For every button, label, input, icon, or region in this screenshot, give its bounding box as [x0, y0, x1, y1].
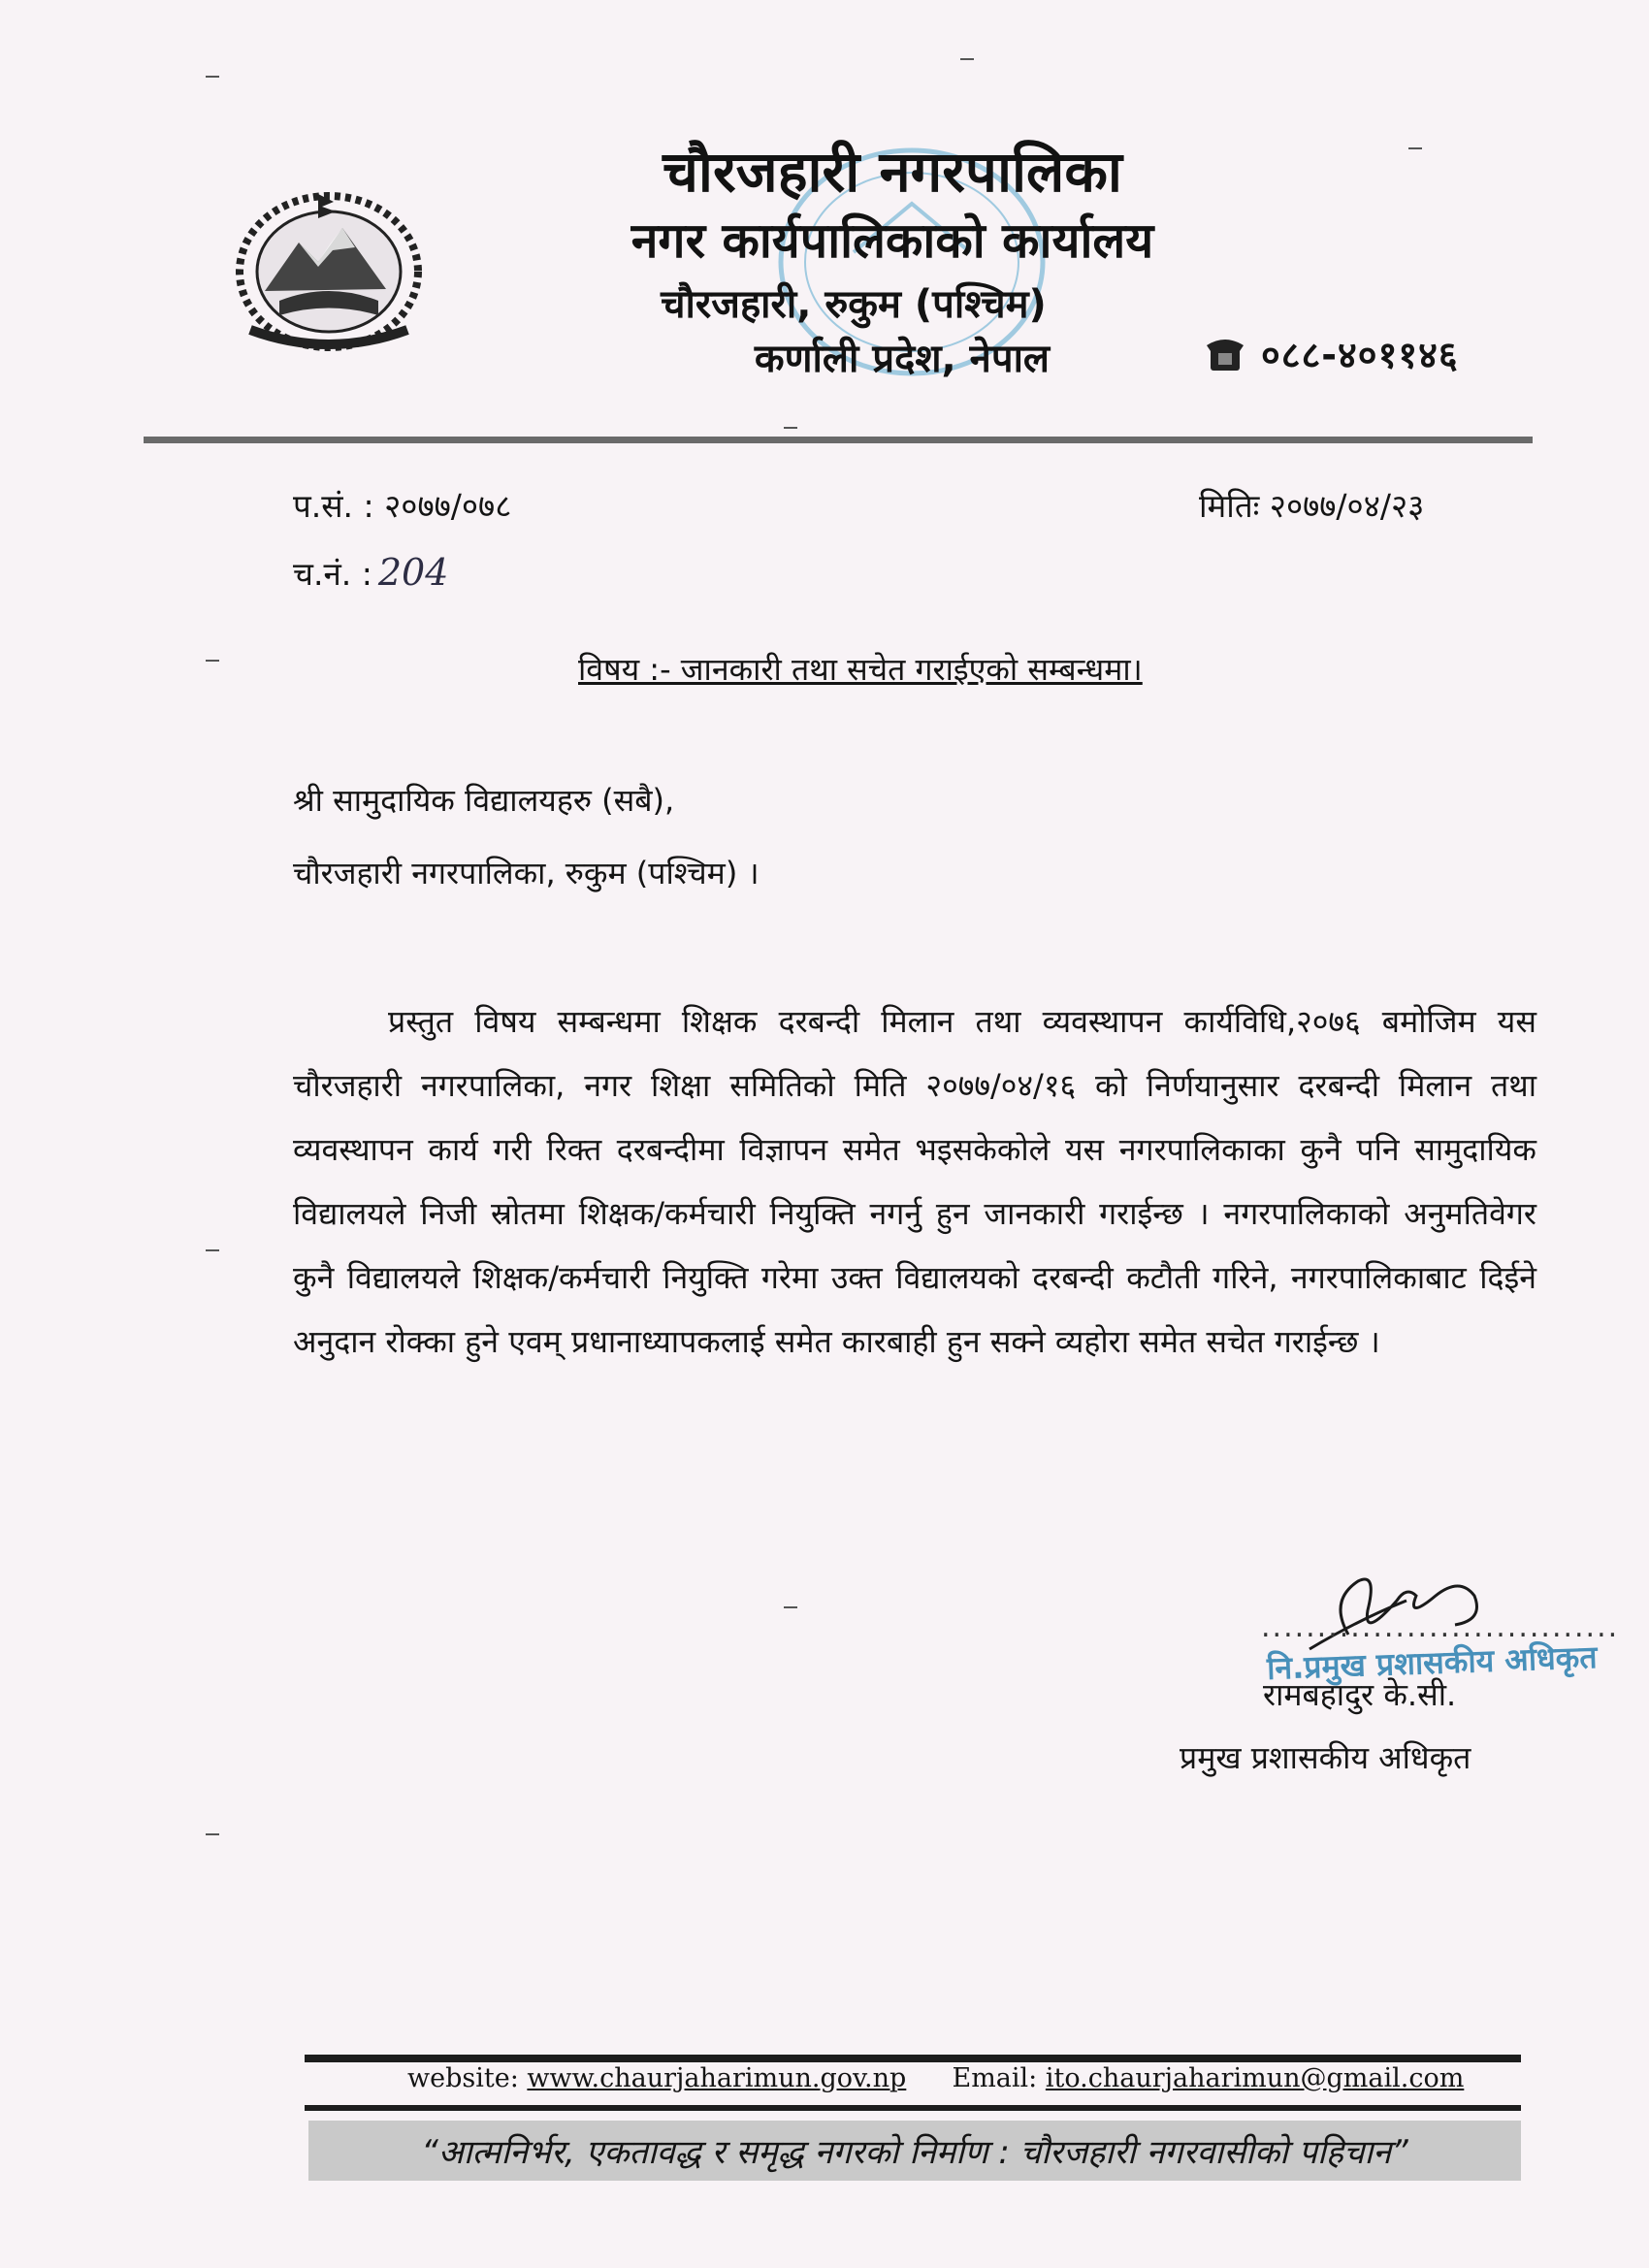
- letter-date: मितिः २०७७/०४/२३: [1199, 487, 1425, 525]
- signature-dots: ................................: [1261, 1610, 1620, 1644]
- website-link[interactable]: www.chaurjaharimun.gov.np: [527, 2063, 907, 2093]
- scan-speck: [1408, 147, 1422, 149]
- footer-rule-bottom: [305, 2105, 1521, 2111]
- signatory-name: रामबहादुर के.सी.: [1263, 1676, 1457, 1713]
- scan-speck: [206, 76, 219, 78]
- email-link[interactable]: ito.chaurjaharimun@gmail.com: [1045, 2063, 1465, 2093]
- addressee-line-1: श्री सामुदायिक विद्यालयहरु (सबै),: [293, 782, 675, 819]
- scan-speck: [784, 1606, 797, 1608]
- letter-body: प्रस्तुत विषय सम्बन्धमा शिक्षक दरबन्दी मिलान तथा व्यवस्थापन कार्यविधि,२०७६ बमोजिम यस चौरजहारी नगरपालिका, नगर शिक्षा समितिको मिति २०७७/०४/१६ को निर्णयानुसार दरबन्दी मिलान तथा व्यवस्थापन कार्य गरी रिक्त दरबन्दीमा विज्ञापन समेत भइसकेकोले यस नगरपालिकाका कुनै पनि सामुदायिक विद्यालयले निजी स्रोतमा शिक्षक/कर्मचारी नियुक्ति नगर्नु हुन जानकारी गराईन्छ । नगरपालिकाको अनुमतिवेगर कुनै विद्यालयले शिक्षक/कर्मचारी नियुक्ति गरेमा उक्त विद्यालयको दरबन्दी कटौती गरिने, नगरपालिकाबाट दिईने अनुदान रोक्का हुने एवम् प्रधानाध्यापकलाई समेत कारबाही हुन सक्ने व्यहोरा समेत सचेत गराईन्छ ।: [293, 1003, 1536, 1360]
- footer-rule-top: [305, 2055, 1521, 2062]
- office-name: नगर कार्यपालिकाको कार्यालय: [630, 212, 1154, 269]
- scan-speck: [784, 427, 797, 429]
- scan-speck: [206, 1833, 219, 1835]
- scan-speck: [206, 660, 219, 662]
- phone-number: ०८८-४०११४६: [1261, 334, 1459, 376]
- nepal-emblem-icon: [221, 175, 436, 359]
- dispatch-number: [293, 551, 448, 595]
- scan-speck: [960, 58, 974, 60]
- signatory-title: प्रमुख प्रशासकीय अधिकृत: [1180, 1739, 1471, 1776]
- reference-number: प.सं. : २०७७/०७८: [293, 487, 512, 525]
- telephone-icon: [1203, 332, 1247, 376]
- footer-contact: [407, 2063, 1464, 2093]
- header-divider: [144, 437, 1533, 443]
- scan-speck: [206, 1249, 219, 1251]
- addressee-line-2: चौरजहारी नगरपालिका, रुकुम (पश्चिम) ।: [293, 855, 760, 891]
- address-line-2: कर्णाली प्रदेश, नेपाल: [754, 337, 1051, 381]
- email-label: Email:: [952, 2063, 1038, 2093]
- subject-line: विषय :- जानकारी तथा सचेत गराईएको सम्बन्धमा।: [578, 651, 1143, 688]
- website-label: website:: [407, 2063, 519, 2093]
- dispatch-label: च.नं. :: [293, 555, 372, 593]
- signature-stamp: नि.प्रमुख प्रशासकीय अधिकृत: [1266, 1638, 1599, 1687]
- municipality-name: चौरजहारी नगरपालिका: [663, 139, 1122, 205]
- dispatch-number-handwritten: 204: [377, 551, 449, 594]
- footer-motto: “आत्मनिर्भर, एकतावद्ध र समृद्ध नगरको निर्माण : चौरजहारी नगरवासीको पहिचान”: [308, 2121, 1521, 2181]
- address-line-1: चौरजहारी, रुकुम (पश्चिम): [661, 282, 1047, 327]
- phone-block: [1203, 330, 1459, 378]
